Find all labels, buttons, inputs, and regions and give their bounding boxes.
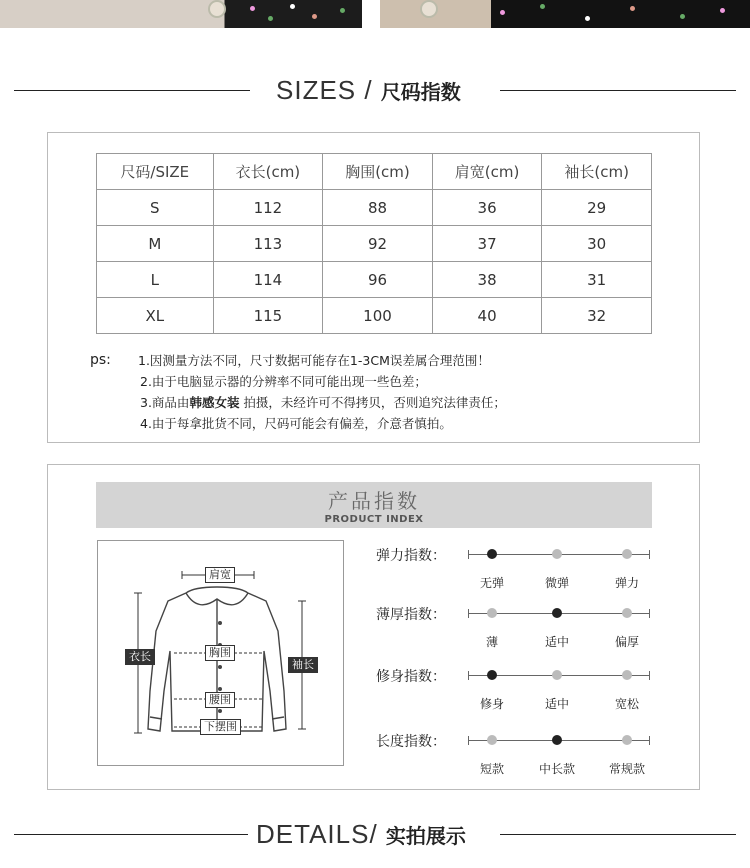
index-option: 薄 <box>485 635 498 649</box>
index-track <box>468 554 650 590</box>
size-cell: XL <box>97 298 214 334</box>
index-option: 常规款 <box>608 762 645 776</box>
table-row <box>97 226 652 262</box>
index-name: 弹力指数： <box>376 548 446 564</box>
value-cell: 96 <box>323 262 433 298</box>
divider-line <box>14 90 250 91</box>
details-title <box>256 814 466 854</box>
value-cell: 100 <box>323 298 433 334</box>
index-point <box>622 735 632 745</box>
index-name: 修身指数： <box>376 669 446 685</box>
table-row <box>97 298 652 334</box>
index-track <box>468 740 650 776</box>
note-line: 2.由于电脑显示器的分辨率不同可能出现一些色差； <box>140 374 427 389</box>
size-cell: L <box>97 262 214 298</box>
index-point <box>622 549 632 559</box>
details-title-sep: / <box>369 819 386 849</box>
note-line: 1.因测量方法不同，尺寸数据可能存在1-3CM误差属合理范围！ <box>138 353 490 368</box>
value-cell: 113 <box>213 226 323 262</box>
value-cell: 36 <box>432 190 542 226</box>
index-point <box>487 549 497 559</box>
garment-measurement-diagram <box>97 540 344 766</box>
divider-line <box>500 90 736 91</box>
label-length: 衣长 <box>125 649 155 665</box>
value-cell: 31 <box>542 262 652 298</box>
value-cell: 37 <box>432 226 542 262</box>
index-option: 弹力 <box>614 576 639 590</box>
table-row <box>97 262 652 298</box>
index-row-length <box>376 731 666 776</box>
size-table-header <box>97 154 652 190</box>
value-cell: 40 <box>432 298 542 334</box>
sizes-title <box>276 70 461 110</box>
index-track <box>468 613 650 649</box>
header-cell: 衣长(cm) <box>213 154 323 190</box>
index-option: 无弹 <box>479 576 504 590</box>
value-cell: 112 <box>213 190 323 226</box>
value-cell: 92 <box>323 226 433 262</box>
index-option: 微弹 <box>544 576 569 590</box>
index-point <box>552 608 562 618</box>
index-point <box>487 735 497 745</box>
index-track <box>468 675 650 711</box>
product-index-subtitle: PRODUCT INDEX <box>324 514 424 525</box>
product-index-banner <box>96 482 652 528</box>
value-cell: 29 <box>542 190 652 226</box>
index-point <box>622 608 632 618</box>
label-sleeve: 袖长 <box>288 657 318 673</box>
label-waist: 腰围 <box>205 692 235 708</box>
label-hem: 下摆围 <box>200 719 241 735</box>
label-shoulder: 肩宽 <box>205 567 235 583</box>
index-point <box>552 670 562 680</box>
table-row <box>97 190 652 226</box>
value-cell: 32 <box>542 298 652 334</box>
product-photo-right <box>380 0 750 28</box>
details-section-header <box>0 814 750 854</box>
index-option: 宽松 <box>614 697 639 711</box>
note-line: 4.由于每拿批货不同，尺码可能会有偏差，介意者慎拍。 <box>140 416 452 431</box>
garment-button <box>420 0 438 18</box>
header-cell: 肩宽(cm) <box>432 154 542 190</box>
value-cell: 88 <box>323 190 433 226</box>
index-row-elasticity <box>376 545 666 590</box>
details-title-cn: 实拍展示 <box>385 824 466 848</box>
index-point <box>552 735 562 745</box>
index-point <box>487 670 497 680</box>
note-text: 拍摄，未经许可不得拷贝，否则追究法律责任； <box>239 395 506 410</box>
brand-name: 韩感女装 <box>189 395 240 410</box>
notes-ps-label: ps: <box>90 352 111 368</box>
details-title-en: DETAILS <box>256 819 370 849</box>
value-cell: 38 <box>432 262 542 298</box>
sizes-title-sep: / <box>356 75 381 105</box>
index-option: 中长款 <box>538 762 575 776</box>
index-point <box>487 608 497 618</box>
index-row-fit <box>376 666 666 711</box>
index-option: 适中 <box>544 635 569 649</box>
index-row-thickness <box>376 604 666 649</box>
value-cell: 114 <box>213 262 323 298</box>
label-chest: 胸围 <box>205 645 235 661</box>
index-option: 修身 <box>479 697 504 711</box>
index-option: 短款 <box>479 762 504 776</box>
index-point <box>552 549 562 559</box>
sizes-section-header <box>0 70 750 110</box>
index-point <box>622 670 632 680</box>
index-option: 偏厚 <box>614 635 639 649</box>
divider-line <box>14 834 248 835</box>
value-cell: 115 <box>213 298 323 334</box>
size-table <box>96 153 652 334</box>
size-cell: M <box>97 226 214 262</box>
index-name: 长度指数： <box>376 734 446 750</box>
index-option: 适中 <box>544 697 569 711</box>
garment-button <box>208 0 226 18</box>
note-line <box>138 392 506 413</box>
sizes-title-en: SIZES <box>276 75 357 105</box>
note-text: 3.商品由 <box>140 395 190 410</box>
header-cell: 胸围(cm) <box>323 154 433 190</box>
divider-line <box>500 834 736 835</box>
index-name: 薄厚指数： <box>376 607 446 623</box>
product-index-title: 产品指数 <box>328 489 420 513</box>
sizes-title-cn: 尺码指数 <box>380 80 461 104</box>
header-cell: 袖长(cm) <box>542 154 652 190</box>
header-cell: 尺码/SIZE <box>97 154 214 190</box>
product-photo-left <box>0 0 362 28</box>
value-cell: 30 <box>542 226 652 262</box>
size-cell: S <box>97 190 214 226</box>
